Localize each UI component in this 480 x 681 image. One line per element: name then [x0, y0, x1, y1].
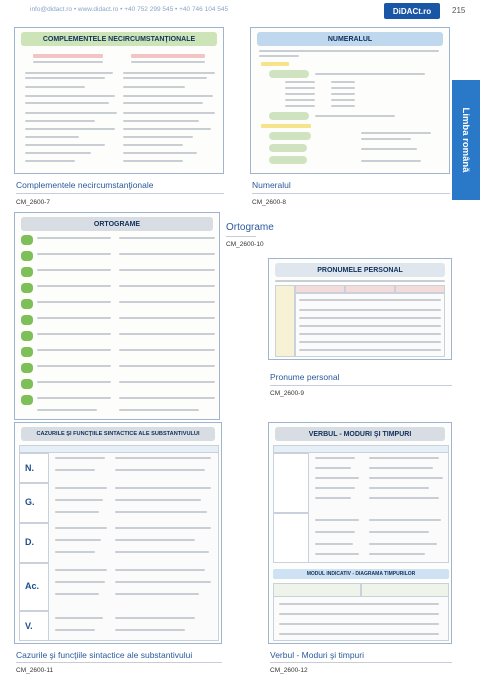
case-letter: N. — [25, 463, 34, 473]
logo-text: DiDACt.ro — [392, 6, 432, 16]
code-complementele: CM_2600-7 — [16, 199, 50, 206]
verbul-subtitle: MODUL INDICATIV - DIAGRAMA TIMPURILOR — [273, 569, 449, 579]
caption-pronume[interactable]: Pronume personal — [270, 372, 340, 382]
section-tab — [452, 80, 480, 200]
section-tab-label: Limba română — [460, 107, 472, 173]
case-letter: Ac. — [25, 581, 40, 591]
caption-complementele[interactable]: Complementele necircumstanţionale — [16, 180, 154, 190]
contact-info: info@didact.ro • www.didact.ro • +40 752 299 545 • +40 746 104 545 — [30, 6, 229, 13]
caption-numeralul[interactable]: Numeralul — [252, 180, 291, 190]
poster-title: ORTOGRAME — [21, 217, 213, 231]
poster-title: PRONUMELE PERSONAL — [275, 263, 445, 277]
case-letter: V. — [25, 621, 33, 631]
code-verbul: CM_2600-12 — [270, 667, 308, 674]
poster-cazurile[interactable] — [14, 422, 222, 644]
poster-ortograme[interactable] — [14, 212, 220, 420]
poster-title: COMPLEMENTELE NECIRCUMSTANŢIONALE — [21, 32, 217, 46]
case-letter: G. — [25, 497, 35, 507]
caption-verbul[interactable]: Verbul - Moduri şi timpuri — [270, 650, 365, 660]
poster-numeralul[interactable] — [250, 27, 450, 174]
didact-logo[interactable] — [384, 3, 440, 19]
caption-cazurile[interactable]: Cazurile şi funcţiile sintactice ale substantivului — [16, 650, 193, 660]
poster-title: CAZURILE ŞI FUNCŢIILE SINTACTICE ALE SUBSTANTIVULUI — [21, 427, 215, 441]
page-number: 215 — [452, 6, 466, 15]
poster-title: VERBUL - MODURI ŞI TIMPURI — [275, 427, 445, 441]
page-header — [0, 0, 480, 22]
caption-ortograme[interactable]: Ortograme — [226, 222, 274, 233]
poster-pronume[interactable] — [268, 258, 452, 360]
code-cazurile: CM_2600-11 — [16, 667, 54, 674]
code-ortograme: CM_2600-10 — [226, 241, 264, 248]
poster-verbul[interactable] — [268, 422, 452, 644]
poster-complementele[interactable] — [14, 27, 224, 174]
code-pronume: CM_2600-9 — [270, 390, 304, 397]
poster-title: NUMERALUL — [257, 32, 443, 46]
code-numeralul: CM_2600-8 — [252, 199, 286, 206]
case-letter: D. — [25, 537, 34, 547]
